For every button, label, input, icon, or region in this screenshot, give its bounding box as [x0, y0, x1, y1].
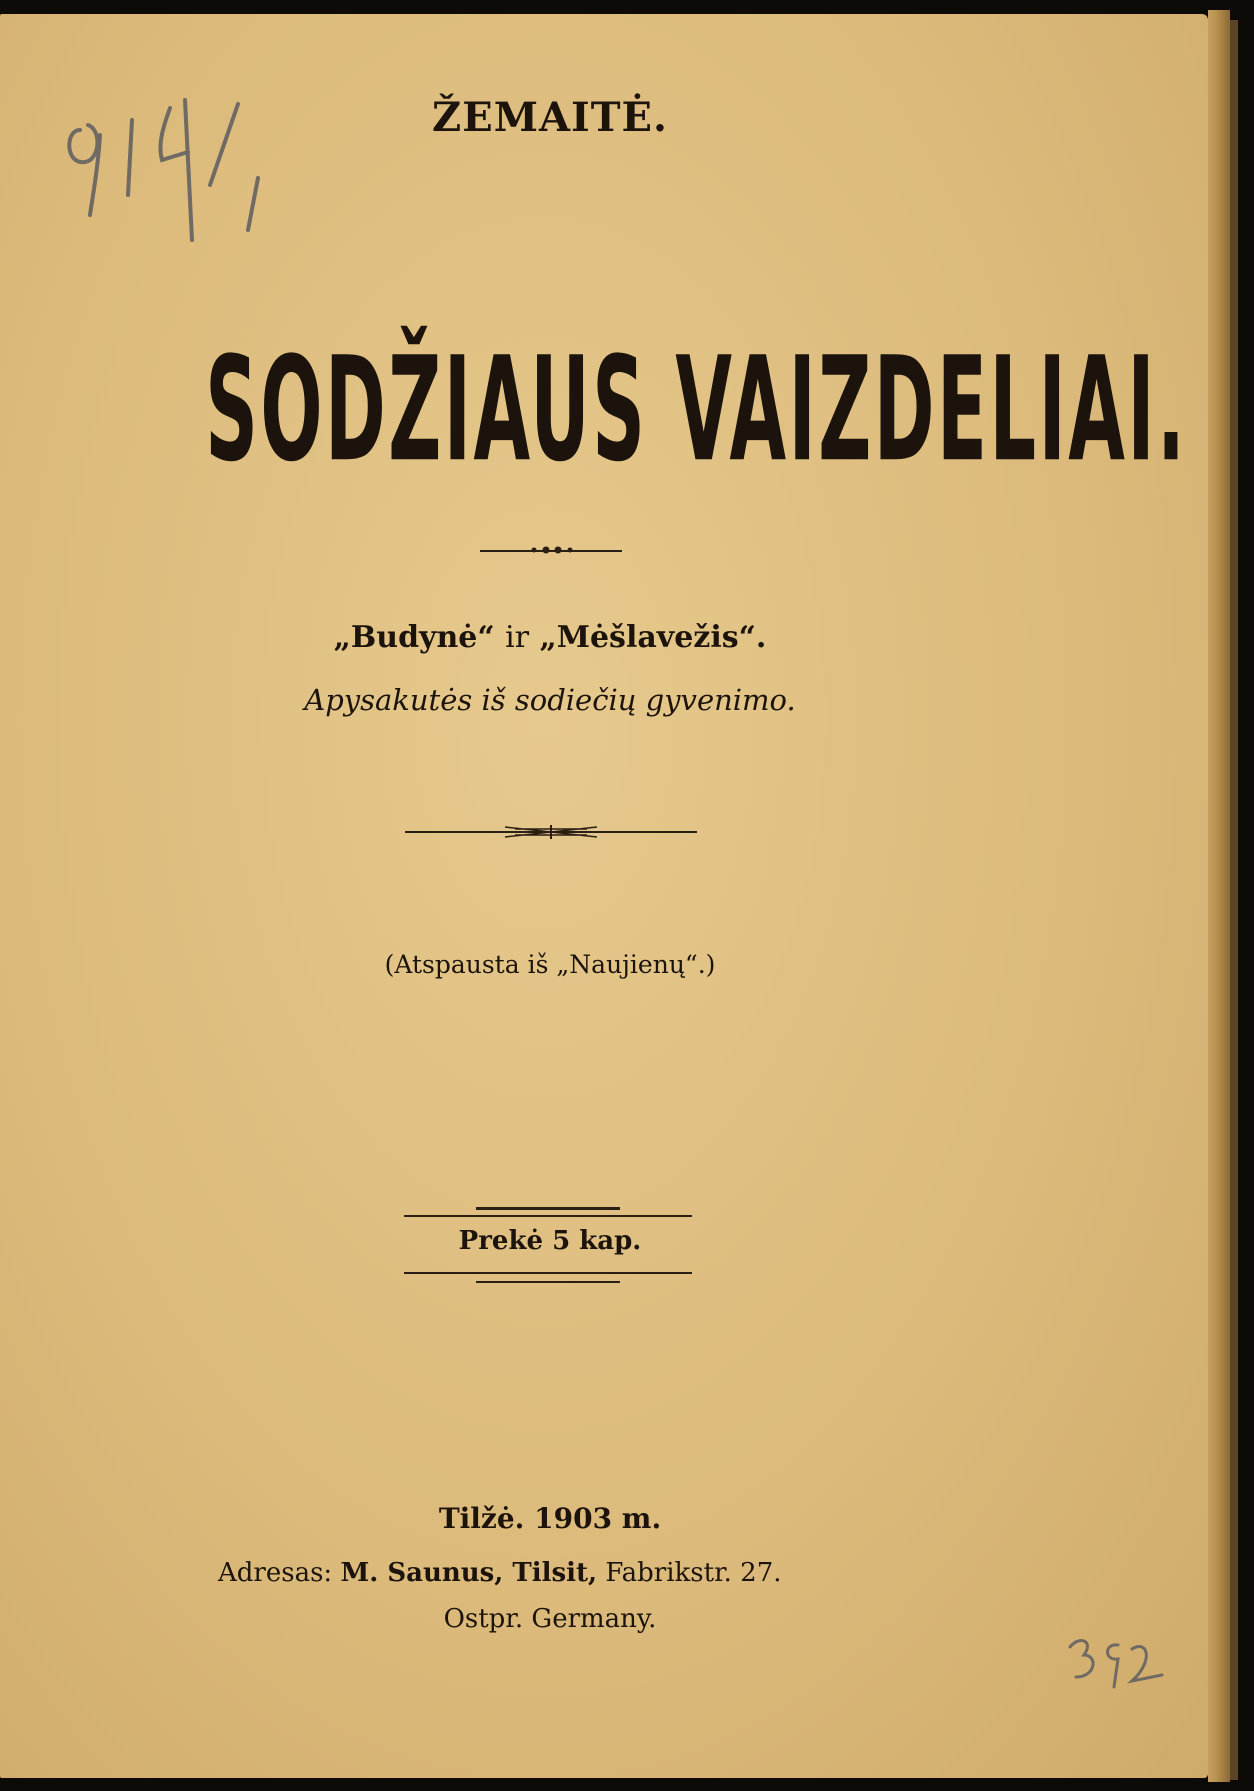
ornament-dots — [524, 545, 580, 555]
ornament-rule-2 — [405, 823, 697, 841]
publisher-name: M. Saunus, Tilsit, — [340, 1558, 598, 1588]
story-title-1: „Budynė“ — [333, 620, 495, 655]
page-edge-shadow — [1230, 20, 1238, 1780]
price-rule-bottom-short — [476, 1281, 620, 1283]
handwritten-page-number — [1058, 1625, 1178, 1705]
price-rule-top-short — [476, 1207, 620, 1210]
publisher-country: Ostpr. Germany. — [443, 1604, 657, 1634]
price-rule-top — [404, 1215, 692, 1217]
subtitle-tagline: Apysakutės iš sodiečių gyvenimo. — [304, 683, 796, 717]
book-title: SODŽIAUS VAIZDELIAI. — [205, 325, 1188, 494]
story-conjunction: ir — [505, 620, 530, 655]
publisher-address — [218, 1558, 782, 1588]
imprint-place-year: Tilžė. 1903 m. — [438, 1502, 662, 1535]
price-rule-bottom — [404, 1272, 692, 1274]
reprint-note: (Atspausta iš „Naujienų“.) — [384, 950, 716, 979]
author-name: ŽEMAITĖ. — [432, 94, 668, 141]
story-title-2: „Mėšlavežis“. — [539, 620, 767, 655]
price-label: Prekė 5 kap. — [458, 1226, 642, 1256]
publisher-street: Fabrikstr. 27. — [605, 1558, 782, 1588]
address-label: Adresas: — [218, 1558, 333, 1588]
page-edge — [1208, 10, 1230, 1782]
story-titles — [0, 620, 1100, 655]
